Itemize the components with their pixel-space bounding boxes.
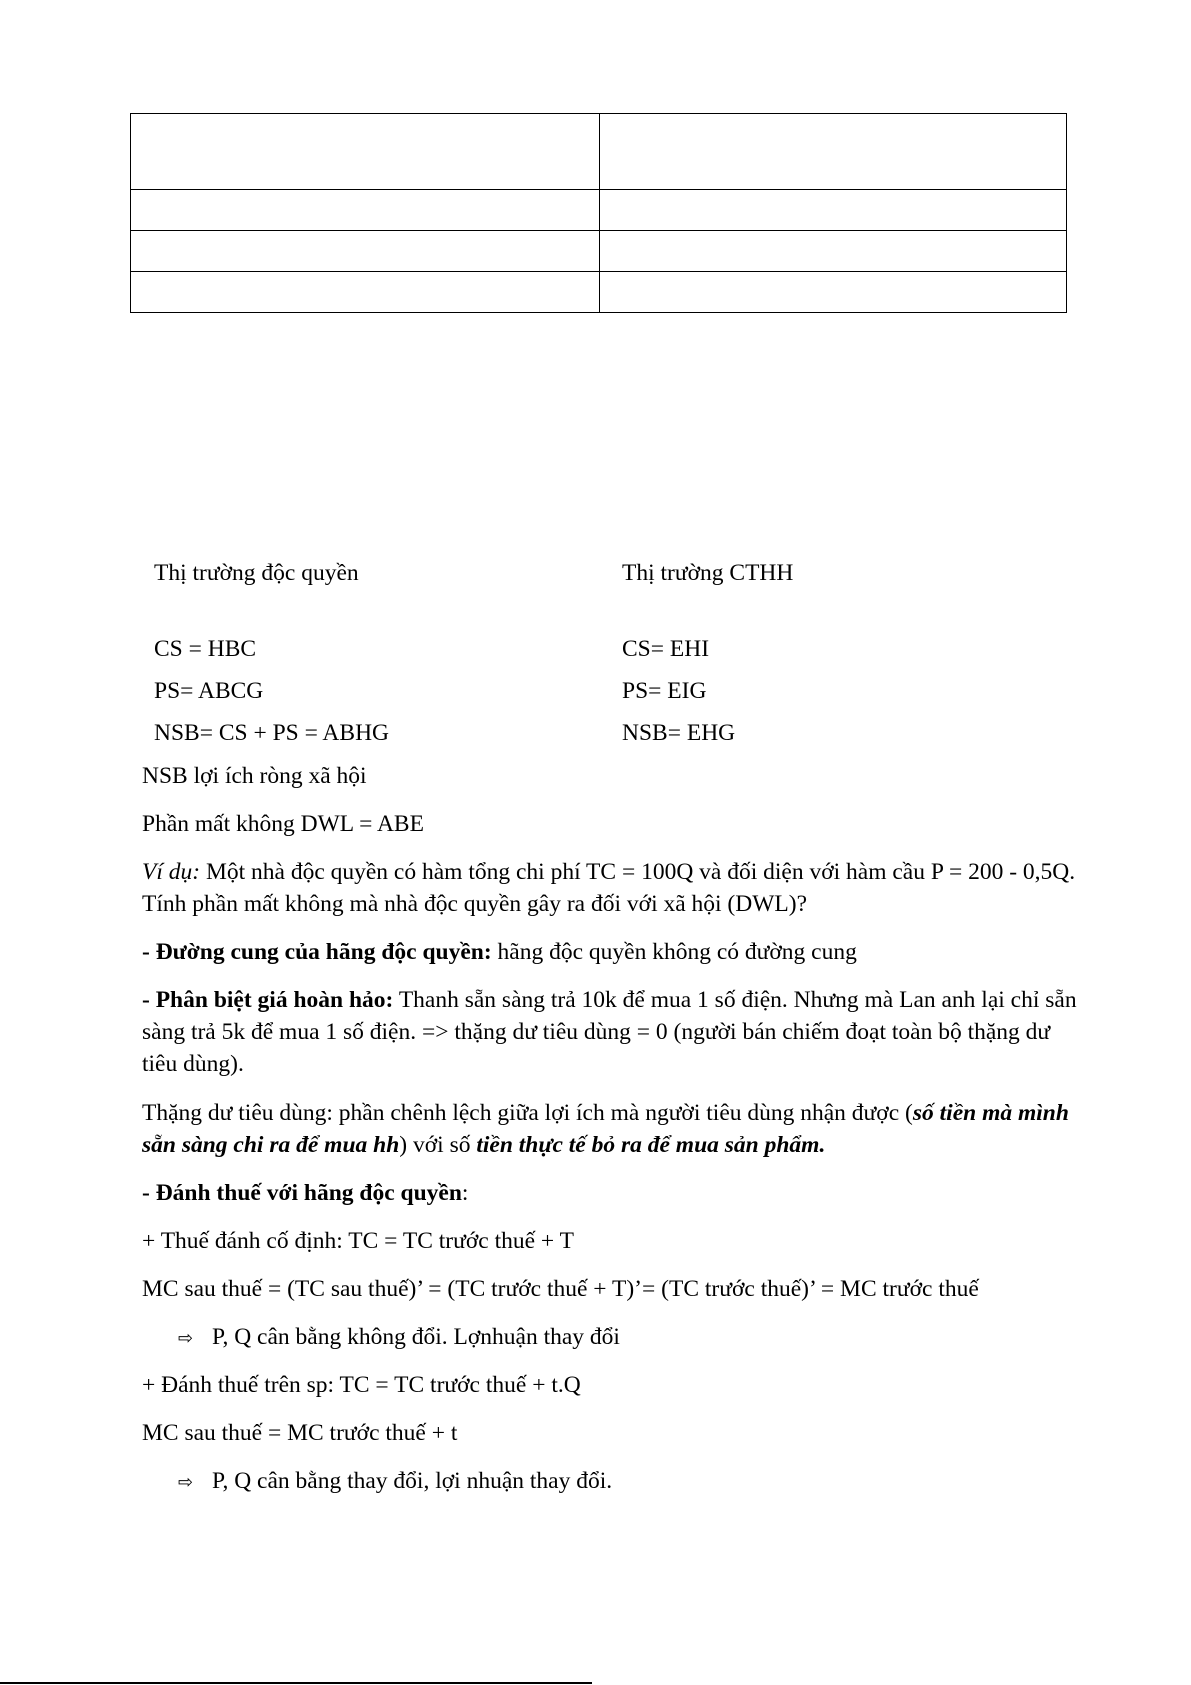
example-paragraph	[142, 856, 1082, 920]
consumer-surplus-part1: Thặng dư tiêu dùng: phần chênh lệch giữa lợi ích mà người tiêu dùng nhận được (	[142, 1100, 913, 1126]
price-discrimination-heading: - Phân biệt giá hoàn hảo:	[142, 987, 394, 1013]
table-cell	[600, 272, 1067, 313]
price-discrimination-text: Thanh sẵn sàng trả 10k để mua 1 số điện. Nhưng mà Lan anh lại chỉ sẵn sàng trả 5k để mua 1 số điện. => thặng dư tiêu dùng = 0 (người bán chiếm đoạt toàn bộ thặng dư tiêu dùng).	[142, 987, 1077, 1077]
table-cell	[131, 231, 600, 272]
supply-text: hãng độc quyền không có đường cung	[491, 939, 857, 965]
perfect-nsb: NSB= EHG	[622, 720, 736, 746]
per-unit-tax-result	[178, 1465, 612, 1499]
fixed-tax-mc-line: MC sau thuế = (TC sau thuế)’ = (TC trước thuế + T)’= (TC trước thuế)’ = MC trước thuế	[142, 1276, 979, 1302]
monopoly-nsb: NSB= CS + PS = ABHG	[154, 720, 390, 746]
supply-paragraph	[142, 936, 1082, 968]
table-cell	[131, 190, 600, 231]
consumer-surplus-part2: ) với số	[399, 1132, 477, 1158]
supply-heading: - Đường cung của hãng độc quyền:	[142, 939, 492, 965]
table-cell	[600, 190, 1067, 231]
monopoly-ps: PS= ABCG	[154, 678, 264, 704]
table-cell	[131, 114, 600, 190]
perfect-competition-title: Thị trường CTHH	[622, 560, 794, 586]
table-row	[131, 272, 1067, 313]
table-cell	[131, 272, 600, 313]
tax-heading-colon: :	[461, 1180, 469, 1206]
table-cell	[600, 114, 1067, 190]
consumer-surplus-emphasis2: tiền thực tế bỏ ra để mua sản phẩm.	[476, 1132, 826, 1158]
monopoly-title: Thị trường độc quyền	[154, 560, 359, 586]
fixed-tax-result-text: P, Q cân bằng không đổi. Lợnhuận thay đổi	[212, 1324, 620, 1350]
fixed-tax-result	[178, 1321, 620, 1355]
consumer-surplus-paragraph	[142, 1097, 1082, 1161]
arrow-right-outline-icon: ⇨	[178, 1328, 194, 1349]
perfect-ps: PS= EIG	[622, 678, 707, 704]
per-unit-tax-result-text: P, Q cân bằng thay đổi, lợi nhuận thay đổi.	[212, 1468, 613, 1494]
table-row	[131, 114, 1067, 190]
dwl-line: Phần mất không DWL = ABE	[142, 811, 424, 837]
arrow-right-outline-icon: ⇨	[178, 1472, 194, 1493]
example-label: Ví dụ:	[142, 859, 201, 885]
perfect-cs: CS= EHI	[622, 636, 710, 662]
per-unit-tax-mc-line: MC sau thuế = MC trước thuế + t	[142, 1420, 458, 1446]
table-row	[131, 231, 1067, 272]
tax-heading-text: - Đánh thuế với hãng độc quyền	[142, 1180, 462, 1206]
table-cell	[600, 231, 1067, 272]
tax-heading	[142, 1177, 468, 1209]
fixed-tax-line: + Thuế đánh cố định: TC = TC trước thuế + T	[142, 1228, 574, 1254]
empty-table	[130, 113, 1067, 313]
nsb-definition: NSB lợi ích ròng xã hội	[142, 763, 367, 789]
footnote-separator	[0, 1682, 592, 1684]
consumer-surplus-emphasis1: số tiền mà mình sẵn sàng chi ra để mua hh	[142, 1100, 1069, 1158]
table-row	[131, 190, 1067, 231]
example-text: Một nhà độc quyền có hàm tổng chi phí TC = 100Q và đối diện với hàm cầu P = 200 - 0,5Q. Tính phần mất không mà nhà độc quyền gây ra đối với xã hội (DWL)?	[142, 859, 1076, 917]
per-unit-tax-line: + Đánh thuế trên sp: TC = TC trước thuế + t.Q	[142, 1372, 581, 1398]
monopoly-cs: CS = HBC	[154, 636, 257, 662]
price-discrimination-paragraph	[142, 984, 1082, 1080]
